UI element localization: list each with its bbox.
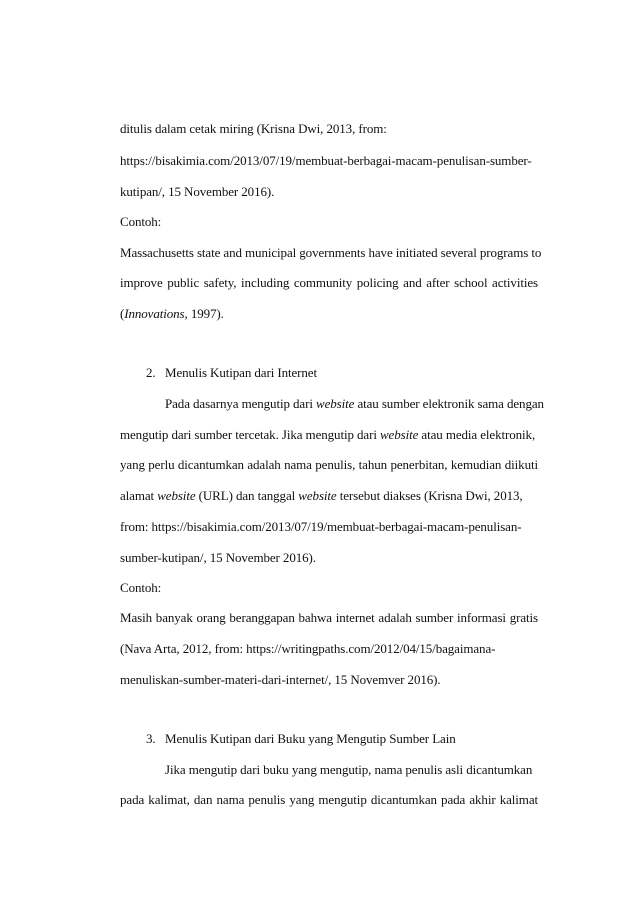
citation-line — [120, 306, 224, 322]
paragraph-line — [165, 396, 544, 412]
example-label: Contoh: — [120, 214, 162, 229]
section-number: 3. — [146, 731, 156, 746]
italic-term: website — [379, 427, 419, 442]
text-fragment: atau media elektronik, — [418, 427, 536, 442]
section-heading: Menulis Kutipan dari Buku yang Mengutip Sumber Lain — [165, 731, 456, 746]
paragraph-line: yang perlu dicantumkan adalah nama penulis, tahun penerbitan, kemudian diikuti — [120, 457, 538, 472]
example-line: menuliskan-sumber-materi-dari-internet/, 15 Novemver 2016). — [120, 672, 441, 687]
text-fragment: ( — [120, 306, 125, 321]
section-heading: Menulis Kutipan dari Internet — [165, 365, 317, 380]
text-fragment: , 1997). — [184, 306, 224, 321]
text-fragment: mengutip dari sumber tercetak. Jika mengutip dari — [120, 427, 380, 442]
text-line: kutipan/, 15 November 2016). — [120, 184, 275, 199]
text-fragment: alamat — [120, 488, 158, 503]
example-label: Contoh: — [120, 580, 162, 595]
italic-term: website — [316, 396, 355, 411]
paragraph-line: sumber-kutipan/, 15 November 2016). — [120, 550, 316, 565]
text-fragment: atau sumber elektronik sama dengan — [354, 396, 544, 411]
text-fragment: tersebut diakses (Krisna Dwi, 2013, — [336, 488, 523, 503]
italic-term: website — [298, 488, 337, 503]
example-line: Masih banyak orang beranggapan bahwa internet adalah sumber informasi gratis — [120, 610, 538, 625]
paragraph-line: pada kalimat, dan nama penulis yang mengutip dicantumkan pada akhir kalimat — [120, 792, 538, 807]
italic-term: website — [157, 488, 196, 503]
text-line: https://bisakimia.com/2013/07/19/membuat-berbagai-macam-penulisan-sumber- — [120, 153, 532, 168]
paragraph-line — [120, 488, 523, 504]
section-number: 2. — [146, 365, 156, 380]
example-line: (Nava Arta, 2012, from: https://writingpaths.com/2012/04/15/bagaimana- — [120, 641, 496, 656]
paragraph-line — [120, 427, 535, 443]
paragraph-line: Jika mengutip dari buku yang mengutip, nama penulis asli dicantumkan — [165, 762, 533, 777]
paragraph-line: from: https://bisakimia.com/2013/07/19/membuat-berbagai-macam-penulisan- — [120, 519, 522, 534]
text-line: Massachusetts state and municipal governments have initiated several programs to — [120, 245, 542, 260]
italic-title: Innovations — [124, 306, 185, 321]
text-fragment: Pada dasarnya mengutip dari — [165, 396, 316, 411]
text-line: improve public safety, including community policing and after school activities — [120, 275, 538, 290]
text-line: ditulis dalam cetak miring (Krisna Dwi, 2013, from: — [120, 121, 387, 136]
text-fragment: (URL) dan tanggal — [195, 488, 299, 503]
